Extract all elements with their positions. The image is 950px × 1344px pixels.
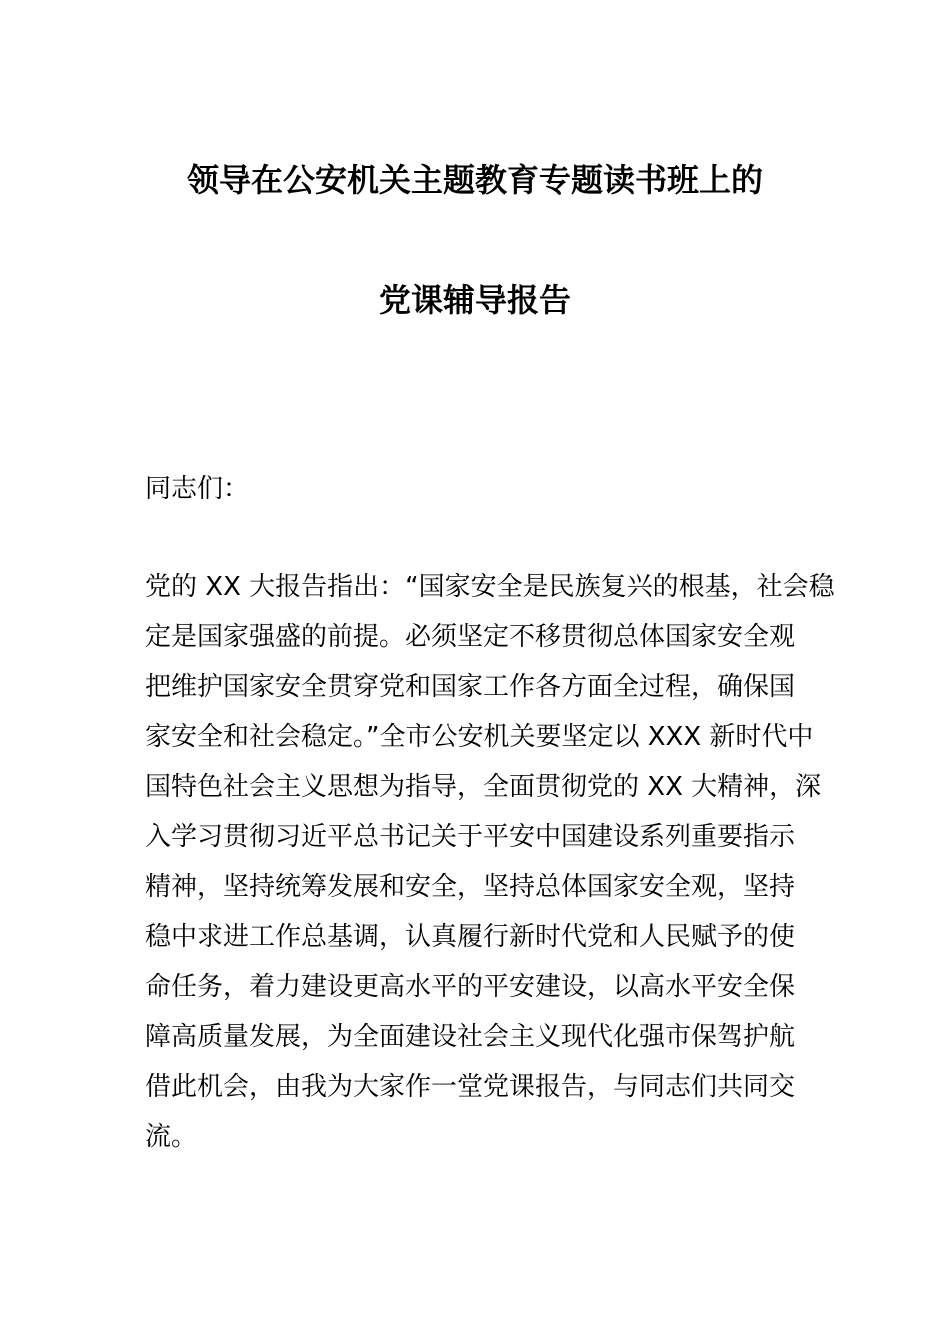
document-title-line-1: 领导在公安机关主题教育专题读书班上的 <box>186 161 763 199</box>
body-line: 国特色社会主义思想为指导，全面贯彻党的 XX 大精神，深 <box>145 772 822 802</box>
body-line: 障高质量发展，为全面建设社会主义现代化强市保驾护航 <box>145 1022 796 1052</box>
body-line: 把维护国家安全贯穿党和国家工作各方面全过程，确保国 <box>145 672 796 702</box>
body-line: 党的 XX 大报告指出：“国家安全是民族复兴的根基，社会稳 <box>145 572 835 602</box>
body-line: 稳中求进工作总基调，认真履行新时代党和人民赋予的使 <box>145 922 796 952</box>
body-line: 精神，坚持统筹发展和安全，坚持总体国家安全观，坚持 <box>145 872 796 902</box>
body-line: 命任务，着力建设更高水平的平安建设，以高水平安全保 <box>145 972 796 1002</box>
body-line: 流。 <box>145 1122 198 1152</box>
body-paragraph <box>145 568 835 1168</box>
body-line: 借此机会，由我为大家作一堂党课报告，与同志们共同交 <box>145 1072 796 1102</box>
document-title-line-2: 党课辅导报告 <box>378 281 571 319</box>
body-line: 定是国家强盛的前提。必须坚定不移贯彻总体国家安全观 <box>145 622 796 652</box>
greeting: 同志们： <box>145 474 250 504</box>
body-line: 入学习贯彻习近平总书记关于平安中国建设系列重要指示 <box>145 822 796 852</box>
body-line: 家安全和社会稳定。”全市公安机关要坚定以 XXX 新时代中 <box>145 722 814 752</box>
